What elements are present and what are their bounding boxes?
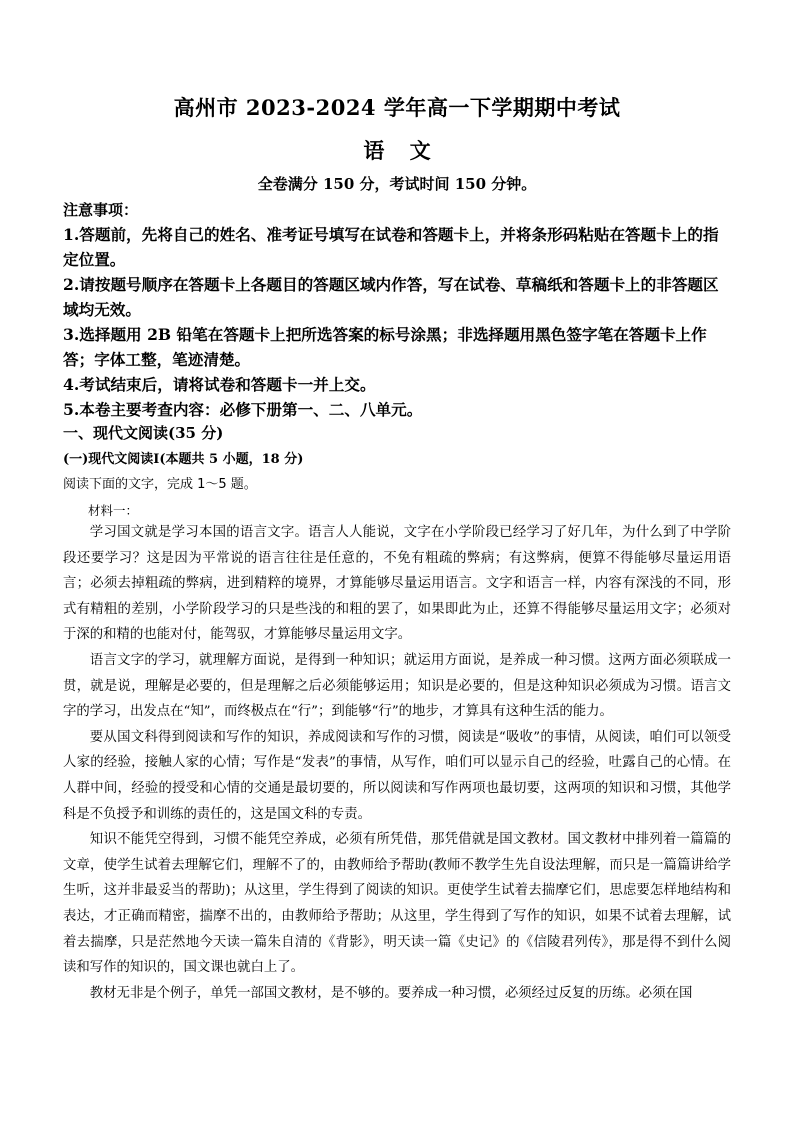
- notice-item: 3.选择题用 2B 铅笔在答题卡上把所选答案的标号涂黑；非选择题用黑色签字笔在答题卡上作答；字体工整，笔迹清楚。: [63, 325, 707, 369]
- reading-passage: [63, 520, 731, 1006]
- material-label: 材料一：: [88, 503, 139, 518]
- subsection-title: (一)现代文阅读Ⅰ(本题共 5 小题，18 分): [63, 452, 304, 467]
- subject-title: 语 文: [363, 138, 431, 163]
- notice-list: [63, 222, 731, 422]
- notice-item: 2.请按题号顺序在答题卡上各题目的答题区域内作答，写在试卷、草稿纸和答题卡上的非答题区域均无效。: [63, 275, 719, 319]
- passage-paragraph: 学习国文就是学习本国的语言文字。语言人人能说，文字在小学阶段已经学习了好几年，为什么到了中学阶段还要学习？这是因为平常说的语言往往是任意的，不免有粗疏的弊病；有这弊病，便算不得能够尽量运用语言；必须去掉粗疏的弊病，进到精粹的境界，才算能够尽量运用语言。文字和语言一样，内容有深浅的不同，形式有精粗的差别，小学阶段学习的只是些浅的和粗的罢了，如果即此为止，还算不得能够尽量运用文字；必须对于深的和精的也能对付，能驾驭，才算能够尽量运用文字。: [63, 525, 731, 643]
- section-title: 一、现代文阅读(35 分): [63, 424, 224, 442]
- notice-item: 5.本卷主要考查内容：必修下册第一、二、八单元。: [63, 400, 423, 419]
- score-info: 全卷满分 150 分，考试时间 150 分钟。: [257, 175, 537, 193]
- notice-heading: 注意事项：: [63, 201, 139, 219]
- notice-item: 1.答题前，先将自己的姓名、准考证号填写在试卷和答题卡上，并将条形码粘贴在答题卡上的指定位置。: [63, 225, 719, 269]
- passage-paragraph: 要从国文科得到阅读和写作的知识，养成阅读和写作的习惯，阅读是“吸收”的事情，从阅读，咱们可以领受人家的经验，接触人家的心情；写作是“发表”的事情，从写作，咱们可以显示自己的经验，吐露自己的心情。在人群中间，经验的授受和心情的交通是最切要的，所以阅读和写作两项也最切要，这两项的知识和习惯，其他学科是不负授予和训练的责任的，这是国文科的专责。: [63, 729, 731, 822]
- reading-instruction: 阅读下面的文字，完成 1～5 题。: [63, 477, 257, 492]
- passage-paragraph: 知识不能凭空得到，习惯不能凭空养成，必须有所凭借，那凭借就是国文教材。国文教材中排列着一篇篇的文章，使学生试着去理解它们，理解不了的，由教师给予帮助(教师不教学生先自设法理解，而只是一篇篇讲给学生听，这并非最妥当的帮助)；从这里，学生得到了阅读的知识。更使学生试着去揣摩它们，思虑要怎样地结构和表达，才正确而精密，揣摩不出的，由教师给予帮助；从这里，学生得到了写作的知识，如果不试着去理解，试着去揣摩，只是茫然地今天读一篇朱自清的《背影》，明天读一篇《史记》的《信陵君列传》，那是得不到什么阅读和写作的知识的，国文课也就白上了。: [63, 832, 731, 976]
- passage-paragraph: 教材无非是个例子，单凭一部国文教材，是不够的。要养成一种习惯，必须经过反复的历练。必须在国: [89, 985, 693, 1001]
- notice-item: 4.考试结束后，请将试卷和答题卡一并上交。: [63, 375, 376, 394]
- passage-paragraph: 语言文字的学习，就理解方面说，是得到一种知识；就运用方面说，是养成一种习惯。这两方面必须联成一贯，就是说，理解是必要的，但是理解之后必须能够运用；知识是必要的，但是这种知识必须成为习惯。语言文字的学习，出发点在“知”，而终极点在“行”；到能够“行”的地步，才算具有这种生活的能力。: [63, 652, 731, 720]
- exam-title: 高州市 2023-2024 学年高一下学期期中考试: [173, 95, 621, 120]
